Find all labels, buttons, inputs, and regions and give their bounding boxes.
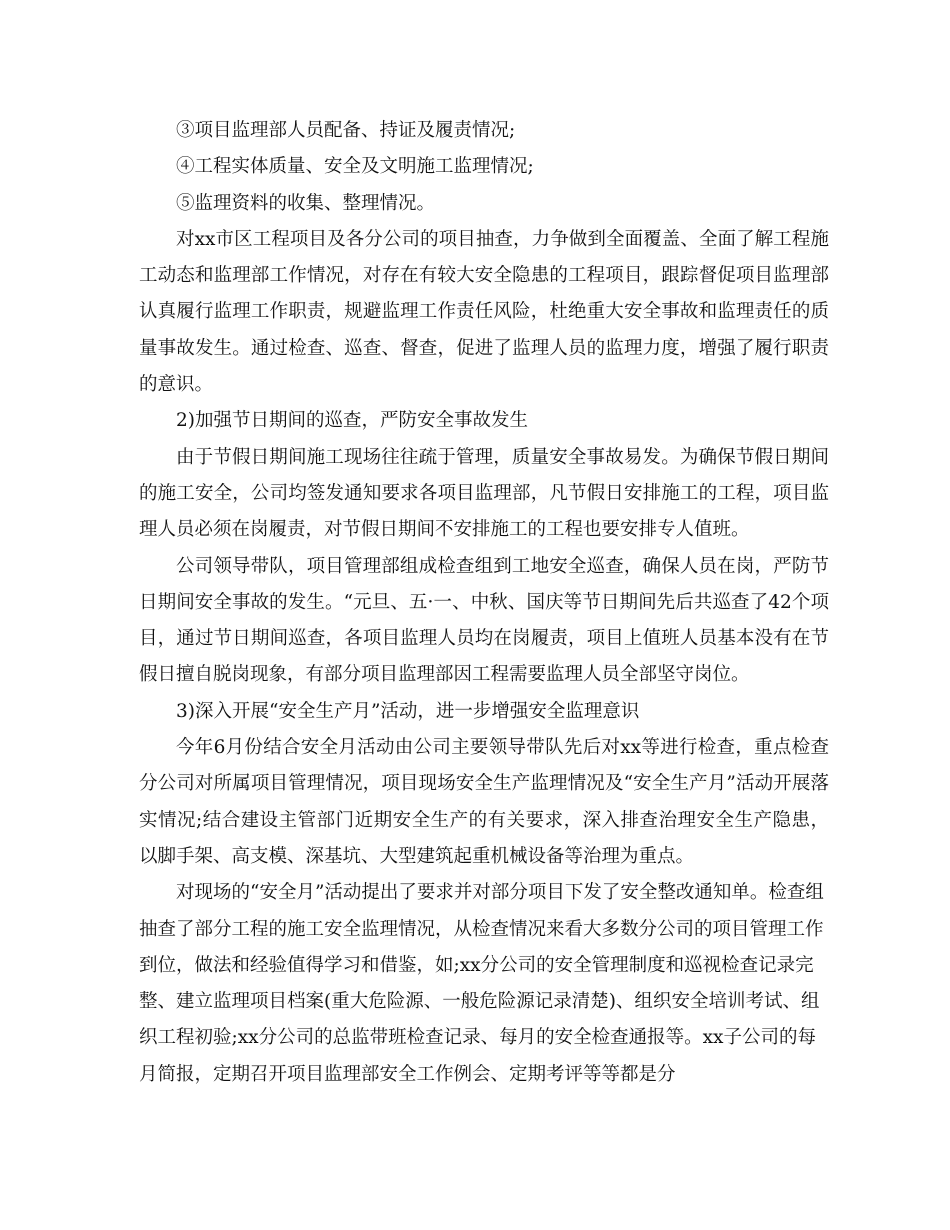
section-heading-holiday-patrol: 2)加强节日期间的巡查，严防安全事故发生 [176,410,528,432]
section-heading-safety-month: 3)深入开展“安全生产月”活动，进一步增强安全监理意识 [176,700,640,722]
list-item-3: ③项目监理部人员配备、持证及履责情况; [176,120,516,141]
paragraph-holiday-safety: 由于节假日期间施工现场往往疏于管理，质量安全事故易发。为确保节假日期间的施工安全，公司均签发通知要求各项目监理部，凡节假日安排施工的工程，项目监理人员必须在岗履责，对节假日期间不安排施工的工程也要安排专人值班。 [139,446,829,541]
paragraph-june-inspection: 今年6月份结合安全月活动由公司主要领导带队先后对xx等进行检查，重点检查分公司对所属项目管理情况，项目现场安全生产监理情况及“安全生产月”活动开展落实情况;结合建设主管部门近期安全生产的有关要求，深入排查治理安全生产隐患，以脚手架、高支模、深基坑、大型建筑起重机械设备等治理为重点。 [139,737,829,867]
list-item-5: ⑤监理资料的收集、整理情况。 [176,192,436,214]
document-body [139,113,829,1093]
paragraph-leadership-patrol: 公司领导带队，项目管理部组成检查组到工地安全巡查，确保人员在岗，严防节日期间安全事故的发生。“元旦、五·一、中秋、国庆等节日期间先后共巡查了42个项目，通过节日期间巡查，各项目监理人员均在岗履责，项目上值班人员基本没有在节假日擅自脱岗现象，有部分项目监理部因工程需要监理人员全部坚守岗位。 [139,555,829,686]
paragraph-inspection-summary: 对xx市区工程项目及各分公司的项目抽查，力争做到全面覆盖、全面了解工程施工动态和监理部工作情况，对存在有较大安全隐患的工程项目，跟踪督促项目监理部认真履行监理工作职责，规避监理工作责任风险，杜绝重大安全事故和监理责任的质量事故发生。通过检查、巡查、督查，促进了监理人员的监理力度，增强了履行职责的意识。 [139,228,829,396]
list-item-4: ④工程实体质量、安全及文明施工监理情况; [176,156,534,178]
paragraph-rectification: 对现场的“安全月”活动提出了要求并对部分项目下发了安全整改通知单。检查组抽查了部分工程的施工安全监理情况，从检查情况来看大多数分公司的项目管理工作到位，做法和经验值得学习和借鉴，如;xx分公司的安全管理制度和巡视检查记录完整、建立监理项目档案(重大危险源、一般危险源记录清楚)、组织安全培训考试、组织工程初验;xx分公司的总监带班检查记录、每月的安全检查通报等。xx子公司的每月简报，定期召开项目监理部安全工作例会、定期考评等等都是分 [139,882,824,1085]
